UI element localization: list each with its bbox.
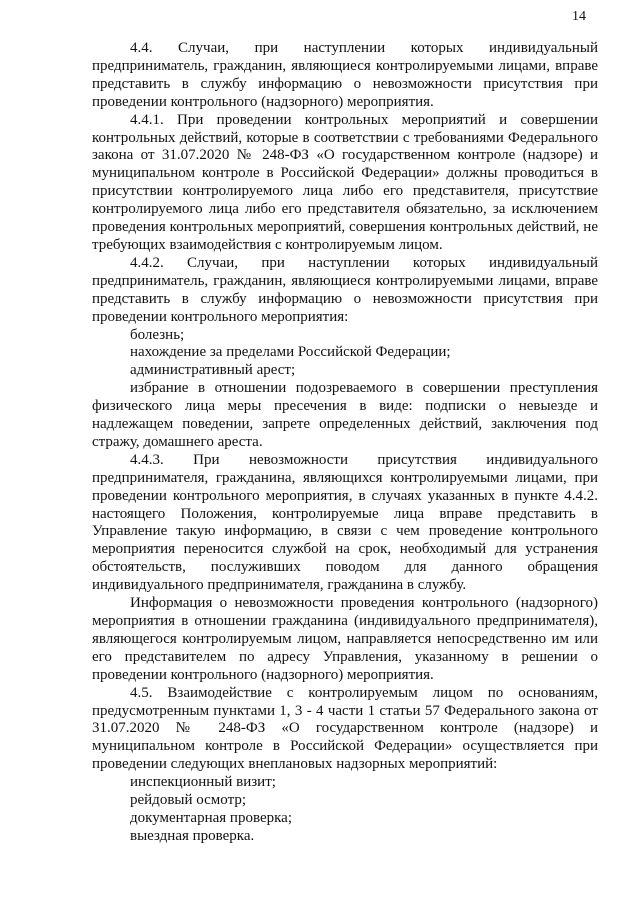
info-paragraph: Информация о невозможности проведения контрольного (надзорного) мероприятия в отношении гражданина (индивидуального предпринимателя), являющегося контролируемым лицом, направляется непосредственно им или его представителем по адресу Управления, указанному в решении о проведении контрольного (надзорного) мероприятия. <box>92 595 598 683</box>
page-number: 14 <box>572 9 586 24</box>
inspection-item-documentary: документарная проверка; <box>130 809 292 826</box>
case-item-preventive-measure: избрание в отношении подозреваемого в совершении преступления физического лица меры пресечения в виде: подписки о невыезде и надлежащем поведении, запрете определенных действий, заключения под стражу, домашнего ареста. <box>92 380 598 450</box>
section-4-4-3: 4.4.3. При невозможности присутствия индивидуального предпринимателя, гражданина, являющихся контролируемыми лицами, при проведении контрольного мероприятия, в случаях указанных в пункте 4.4.2. настоящего Положения, контролируемые лица вправе представить в Управление такую информацию, в связи с чем проведение контрольного мероприятия переносится службой на срок, необходимый для устранения обстоятельств, послуживших поводом для данного обращения индивидуального предпринимателя, гражданина в службу. <box>92 451 598 594</box>
section-4-4: 4.4. Случаи, при наступлении которых индивидуальный предприниматель, гражданин, являющиеся контролируемыми лицами, вправе представить в службу информацию о невозможности присутствия при проведении контрольного (надзорного) мероприятия. <box>92 40 598 110</box>
case-item-abroad: нахождение за пределами Российской Федерации; <box>130 344 451 361</box>
case-item-illness: болезнь; <box>130 326 185 343</box>
inspection-item-raid: рейдовый осмотр; <box>130 792 246 809</box>
section-4-5: 4.5. Взаимодействие с контролируемым лицом по основаниям, предусмотренным пунктами 1, 3 - 4 части 1 статьи 57 Федерального закона от 31.07.2020 № 248-ФЗ «О государственном контроле (надзоре) и муниципальном контроле в Российской Федерации» осуществляется при проведении следующих внеплановых надзорных мероприятий: <box>92 684 598 773</box>
inspection-item-visit: инспекционный визит; <box>130 774 276 791</box>
inspection-item-onsite: выездная проверка. <box>130 827 255 844</box>
section-4-4-2: 4.4.2. Случаи, при наступлении которых индивидуальный предприниматель, гражданин, являющиеся контролируемыми лицами, вправе представить в службу информацию о невозможности присутствия при проведении контрольного мероприятия: <box>92 254 598 325</box>
section-4-4-1: 4.4.1. При проведении контрольных мероприятий и совершении контрольных действий, которые в соответствии с требованиями Федерального закона от 31.07.2020 № 248-ФЗ «О государственном контроле (надзоре) и муниципальном контроле в Российской Федерации» должны проводиться в присутствии контролируемого лица либо его представителя, присутствие контролируемого лица либо его представителя обязательно, за исключением проведения контрольных мероприятий, совершения контрольных действий, не требующих взаимодействия с контролируемым лицом. <box>92 111 598 253</box>
case-item-arrest: административный арест; <box>130 362 296 379</box>
